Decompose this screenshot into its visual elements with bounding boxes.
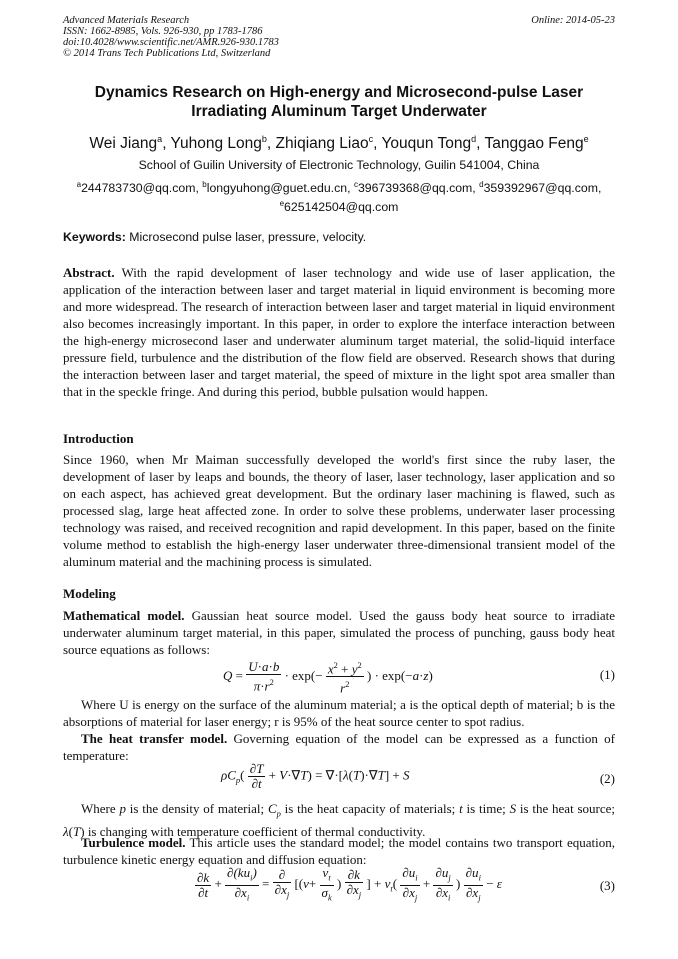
journal-name: Advanced Materials Research <box>63 15 190 26</box>
author-name: Yuhong Long <box>170 135 262 153</box>
equation-3-body: $\frac{\partial k}{\partial t}$ + $\frac{\partial(ku_i)}{\partial x_i}$ = $\frac{\partial}{\partial x_j}$ [(v+ $\frac{v_t}{\sigma_k}$ ) $\frac{\partial k}{\partial x_j}$ ] + $v_t$( $\frac{\partial u_i}{\partial x_j}$ + $\frac{\partial u_j}{\partial x_i}$ ) $\frac{\partial u_i}{\partial x_j}$ − ε <box>197 865 502 903</box>
paper-title <box>50 83 628 121</box>
eq2-desc-part: is the density of material; <box>129 801 265 816</box>
keywords-label: Keywords: <box>63 230 126 244</box>
author-mark: e <box>583 134 589 144</box>
email-address[interactable]: 625142504@qq.com <box>284 200 399 215</box>
keywords <box>63 229 615 245</box>
author-list: Wei Jiang$^a$, Yuhong Long$^b$, Zhiqiang Liao$^c$, Youqun Tong$^d$, Tanggao Feng$^e$ <box>89 134 589 153</box>
equation-1 <box>63 658 615 694</box>
email-mark: b <box>202 180 207 189</box>
modeling-heading: Modeling <box>63 586 116 601</box>
journal-header <box>63 15 279 59</box>
email-address[interactable]: 244783730@qq.com <box>81 181 196 196</box>
author-mark: b <box>261 134 267 144</box>
email-address[interactable]: 396739368@qq.com <box>357 181 473 196</box>
turbulence-paragraph <box>63 834 615 868</box>
email-mark: a <box>76 180 82 189</box>
abstract <box>63 264 615 400</box>
equation-3 <box>63 866 615 906</box>
equation-1-body: Q = $\frac{U\cdot a\cdot b}{\pi\cdot r^2}$ · exp(− $\frac{x^2 + y^2}{r^2}$ ) · exp(−a·z) <box>223 659 433 696</box>
author-mark: c <box>368 134 374 144</box>
email-list: $^a$244783730@qq.com, $^b$longyuhong@guet.edu.cn, $^c$396739368@qq.com, $^d$359392967@qq.com, $^e$625142504@qq.com <box>76 180 602 215</box>
email-address[interactable]: 359392967@qq.com <box>483 181 598 196</box>
eq2-desc-part: is time; <box>466 801 506 816</box>
intro-heading: Introduction <box>63 431 134 446</box>
eq2-desc-part: Where <box>81 801 116 816</box>
author-name: Youqun Tong <box>381 135 472 153</box>
equation-2-number: (2) <box>599 771 615 786</box>
title-line-1: Dynamics Research on High-energy and Microsecond-pulse Laser <box>94 84 584 101</box>
affiliation: School of Guilin University of Electronic Technology, Guilin 541004, China <box>138 158 540 172</box>
eq2-desc-part: is changing with temperature coefficient of thermal conductivity. <box>87 823 426 839</box>
email-mark: e <box>279 199 285 209</box>
author-name: Wei Jiang <box>89 135 158 153</box>
equation-1-description: Where U is energy on the surface of the aluminum material; a is the optical depth of material; b is the absorptions of material for laser energy; r is 95% of the heat source center to spot radius. <box>63 697 615 729</box>
heat-transfer-label: The heat transfer model. <box>81 731 228 746</box>
author-mark: d <box>471 134 477 144</box>
heat-transfer-paragraph <box>63 730 615 764</box>
math-model-text: Gaussian heat source model. Used the gauss body heat source to irradiate underwater aluminum target material, in this paper, simulated the process of punching, gauss body heat source equations as follows: <box>63 608 616 657</box>
issn-line: ISSN: 1662-8985, Vols. 926-930, pp 1783-1786 <box>63 26 263 37</box>
equation-2-body: $\rho C_p$( $\frac{\partial T}{\partial t}$ + V·∇T) = ∇·[λ(T)·∇T] + S <box>221 761 410 791</box>
copyright-line: © 2014 Trans Tech Publications Ltd, Switzerland <box>63 48 271 59</box>
author-name: Tanggao Feng <box>484 135 584 153</box>
equation-2 <box>63 762 615 798</box>
abstract-text: With the rapid development of laser technology and wide use of laser application, the application of the interaction between laser and target material in liquid environment is becoming more and more widespread. The research of interaction between laser and target material in liquid environment also becomes increasingly important. In this paper, in order to explore the interface interaction between the high-energy microsecond laser and underwater aluminum target material, the solid-liquid interface pressure field, turbulence and the distribution of the flow field are observed. Research shows that during the interaction between laser and target material, the speed of mixture in the light spot area smaller than that in the speckle fringe. And during this period, bubble pulsation would happen. <box>63 265 615 399</box>
turbulence-label: Turbulence model. <box>81 835 186 850</box>
email-mark: c <box>353 180 358 189</box>
doi-line: doi:10.4028/www.scientific.net/AMR.926-930.1783 <box>63 37 279 48</box>
title-line-2: Irradiating Aluminum Target Underwater <box>191 103 487 120</box>
equation-1-number: (1) <box>599 667 615 682</box>
author-mark: a <box>157 134 163 144</box>
abstract-label: Abstract. <box>63 265 115 280</box>
email-mark: d <box>479 180 484 189</box>
keywords-text: Microsecond pulse laser, pressure, velocity. <box>129 230 367 244</box>
intro-paragraph: Since 1960, when Mr Maiman successfully developed the world's first since the ruby laser, the development of laser by leaps and bounds, the theory of laser, laser technology, laser application and so on each aspect, has achieved great development. But the ordinary laser machining is flawed, such as processed slag, large heat affected zone. In order to solve these problems, underwater laser processing technology was raised, and received recognition and rapid development. In this paper, based on the finite volume method to establish the high-energy laser underwater three-dimensional transient model of the aluminum material and the machining process is simulated. <box>63 452 615 569</box>
equation-2-description: Where p is the density of material; $C_p$ is the heat capacity of materials; t is time; S is the heat source; λ(T) is changing with temperature coefficient of thermal conductivity. <box>63 801 616 839</box>
online-date: Online: 2014-05-23 <box>531 15 615 26</box>
author-name: Zhiqiang Liao <box>275 135 369 153</box>
math-model-label: Mathematical model. <box>63 608 185 623</box>
eq2-desc-part: is the heat capacity of materials; <box>284 801 456 816</box>
turbulence-text: This article uses the standard model; the model contains two transport equation, turbulence kinetic energy equation and diffusion equation: <box>63 835 616 867</box>
eq2-desc-part: is the heat source; <box>519 801 616 816</box>
math-model-paragraph <box>63 607 615 658</box>
heat-transfer-text: Governing equation of the model can be expressed as a function of temperature: <box>63 731 616 763</box>
email-address[interactable]: longyuhong@guet.edu.cn <box>206 181 348 196</box>
equation-3-number: (3) <box>599 878 615 893</box>
